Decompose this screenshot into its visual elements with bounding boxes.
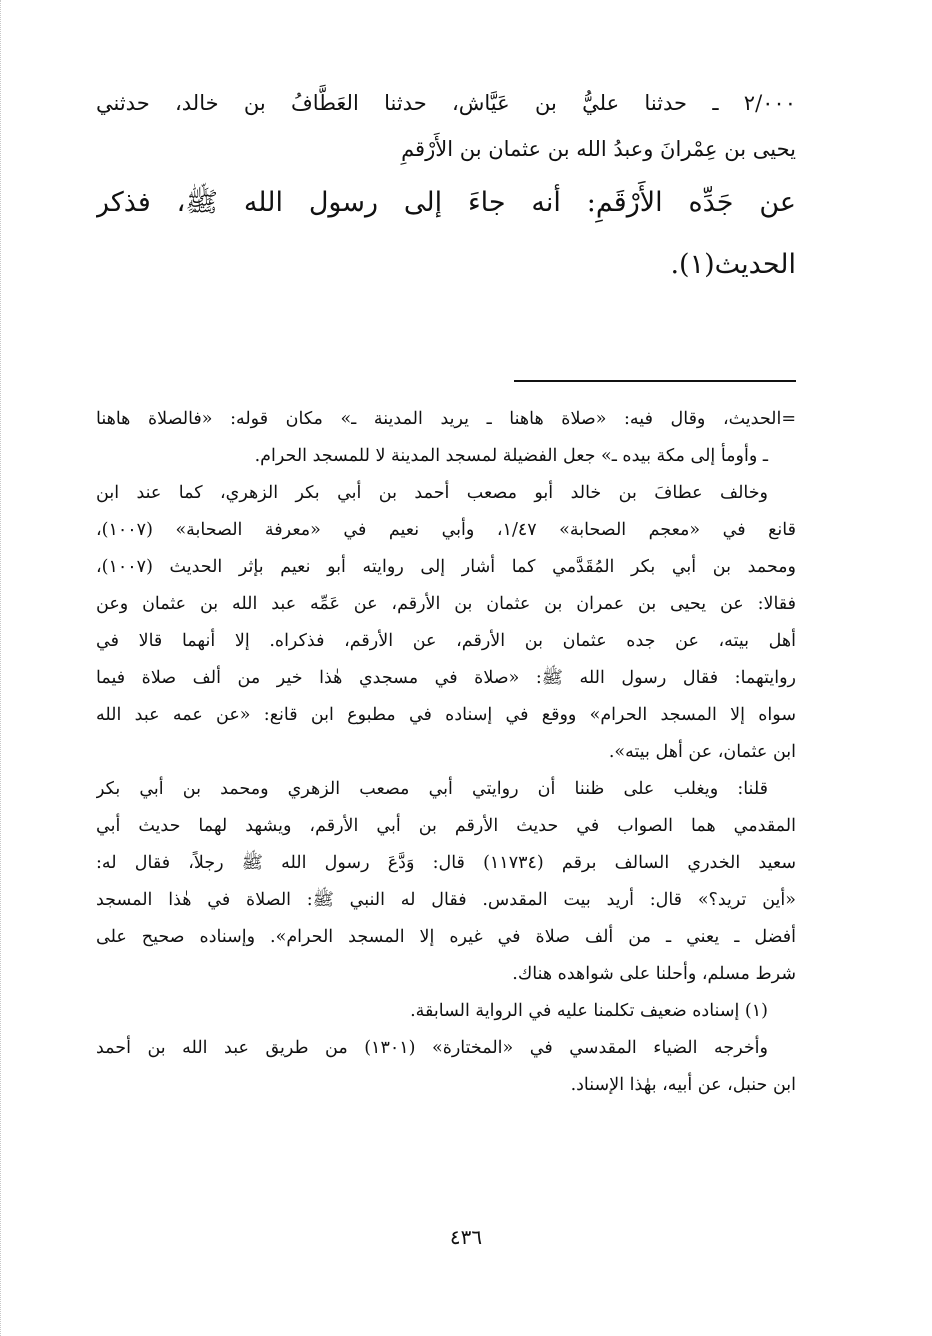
footnote-separator (514, 380, 796, 382)
footnote-line: «أين تريد؟» قال: أريد بيت المقدس. فقال له النبي ﷺ: الصلاة في هٰذا المسجد (96, 890, 796, 910)
footnote-line: المقدمي هما الصواب في حديث الأرقم بن أبي الأرقم، ويشهد لهما حديث أبي (96, 816, 796, 836)
footnote-line: شرط مسلم، وأحلنا على شواهده هناك. (512, 964, 796, 984)
footnote-line: أهل بيته، عن جده عثمان بن الأرقم، عن الأرقم، فذكراه. إلا أنهما قالا في (96, 631, 796, 651)
footnote-line: قانع في «معجم الصحابة» ١/٤٧، وأبي نعيم في «معرفة الصحابة» (١٠٠٧)، (96, 520, 796, 540)
hadith-line-3: عن جَدِّه الأَرْقَمِ: أنه جاءَ إلى رسول الله ﷺ، فذكر (96, 187, 796, 218)
footnote-line: ابن حنبل، عن أبيه، بهٰذا الإسناد. (570, 1075, 796, 1095)
footnote-line: سواه إلا المسجد الحرام» ووقع في إسناده في مطبوع ابن قانع: «عن عمه عبد الله (96, 705, 796, 725)
page-number: ٤٣٦ (449, 1225, 483, 1249)
footnote-line: ـ وأومأ إلى مكة بيده ـ» جعل الفضيلة لمسجد المدينة لا للمسجد الحرام. (254, 446, 768, 466)
hadith-text (96, 80, 796, 296)
footnote-line: =الحديث، وقال فيه: «صلاة هاهنا ـ يريد المدينة ـ» مكان قوله: «فالصلاة هاهنا (96, 409, 796, 429)
footnote-line: سعيد الخدري السالف برقم (١١٧٣٤) قال: وَدَّعَ رسول الله ﷺ رجلاً، فقال له: (96, 853, 796, 873)
hadith-line-1: ٢/٠٠٠ ـ حدثنا عليُّ بن عَيَّاش، حدثنا العَطَّافُ بن خالد، حدثني (96, 91, 796, 115)
footnote-line: قلنا: ويغلب على ظننا أن روايتي أبي مصعب الزهري ومحمد بن أبي بكر (96, 779, 768, 799)
footnote-line: أفضل ـ يعني ـ من ألف صلاة في غيره إلا المسجد الحرام». وإسناده صحيح على (96, 927, 796, 947)
footnote-line: ابن عثمان، عن أهل بيته». (608, 742, 796, 762)
footnotes (96, 401, 796, 1104)
footnote-line: ومحمد بن أبي بكر المُقَدَّمي كما أشار إلى روايته أبو نعيم بإثر الحديث (١٠٠٧)، (96, 557, 796, 577)
page-edge-mark (0, 0, 9, 1336)
footnote-line: فقالا: عن يحيى بن عمران بن عثمان بن الأرقم، عن عَمِّه عبد الله بن عثمان وعن (96, 594, 796, 614)
hadith-line-2: يحيى بن عِمْرانَ وعبدُ الله بن عثمان بن الأَرْقمِ (401, 137, 796, 161)
footnote-line: روايتهما: فقال رسول الله ﷺ: «صلاة في مسجدي هٰذا خير من ألف صلاة فيما (96, 668, 796, 688)
footnote-line: وخالف عطافَ بن خالد أبو مصعب أحمد بن أبي بكر الزهري، كما عند ابن (96, 483, 768, 503)
footnote-line: (١) إسناده ضعيف تكلمنا عليه في الرواية السابقة. (410, 1001, 768, 1021)
hadith-line-4: الحديث(١). (670, 249, 796, 280)
footnote-line: وأخرجه الضياء المقدسي في «المختارة» (١٣٠١) من طريق عبد الله بن أحمد (96, 1038, 768, 1058)
